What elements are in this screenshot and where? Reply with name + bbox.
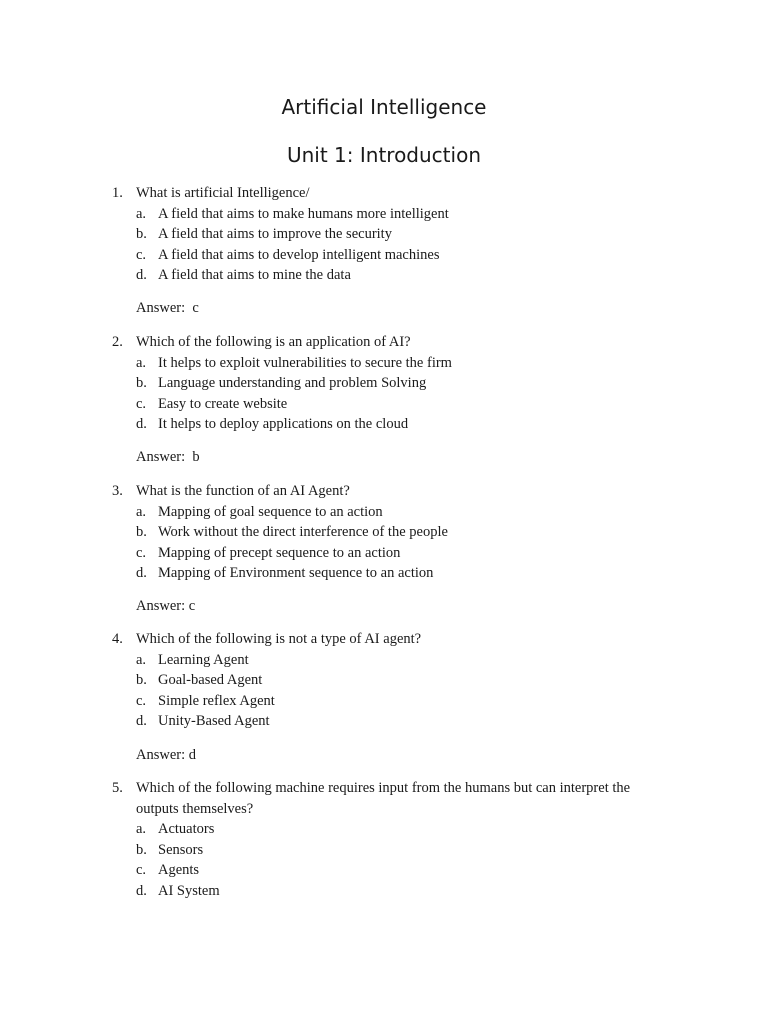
option-text: It helps to exploit vulnerabilities to secure the firm xyxy=(158,354,452,371)
question-number: 4. xyxy=(112,631,123,647)
question-number: 2. xyxy=(112,334,123,350)
question-3 xyxy=(0,481,768,584)
option-letter: d. xyxy=(136,267,147,284)
option-letter: c. xyxy=(136,246,147,263)
option-letter: c. xyxy=(136,692,147,709)
option-text: A field that aims to make humans more intelligent xyxy=(158,205,449,222)
option-text: Language understanding and problem Solving xyxy=(158,375,427,392)
option-text: Easy to create website xyxy=(158,395,288,412)
answer-4: Answer: d xyxy=(136,747,197,763)
option-text: A field that aims to develop intelligent machines xyxy=(158,246,440,263)
option-letter: b. xyxy=(136,375,147,392)
option-text: Unity-Based Agent xyxy=(158,713,270,730)
option-text: Work without the direct interference of the people xyxy=(158,524,448,541)
option-c xyxy=(0,860,768,881)
answer-1: Answer: c xyxy=(136,300,199,316)
option-text: AI System xyxy=(158,882,220,899)
question-text: Which of the following is an application of AI? xyxy=(136,334,411,350)
option-a xyxy=(0,204,768,225)
option-b xyxy=(0,373,768,394)
option-letter: c. xyxy=(136,544,147,561)
option-d xyxy=(0,881,768,902)
question-text: Which of the following is not a type of AI agent? xyxy=(136,631,422,647)
option-text: Goal-based Agent xyxy=(158,672,263,689)
option-a xyxy=(0,819,768,840)
option-b xyxy=(0,522,768,543)
option-letter: c. xyxy=(136,395,147,412)
option-letter: b. xyxy=(136,672,147,689)
unit-title: Unit 1: Introduction xyxy=(286,143,481,167)
option-letter: d. xyxy=(136,416,147,433)
question-4 xyxy=(0,629,768,732)
option-b xyxy=(0,840,768,861)
option-b xyxy=(0,224,768,245)
question-5 xyxy=(0,778,768,902)
option-letter: d. xyxy=(136,565,147,582)
option-text: A field that aims to improve the security xyxy=(158,226,392,243)
question-text: Which of the following machine requires input from the humans but can interpret the outputs themselves? xyxy=(136,780,631,817)
option-text: A field that aims to mine the data xyxy=(158,267,351,284)
option-letter: c. xyxy=(136,862,147,879)
answer-3: Answer: c xyxy=(136,598,196,614)
option-text: Mapping of Environment sequence to an action xyxy=(158,565,434,582)
option-letter: b. xyxy=(136,524,147,541)
option-letter: d. xyxy=(136,882,147,899)
question-2 xyxy=(0,332,768,435)
question-number: 3. xyxy=(112,483,123,499)
option-c xyxy=(0,691,768,712)
option-a xyxy=(0,353,768,374)
option-letter: d. xyxy=(136,713,147,730)
option-letter: b. xyxy=(136,841,147,858)
option-letter: b. xyxy=(136,226,147,243)
option-letter: a. xyxy=(136,205,147,222)
answer-2: Answer: b xyxy=(136,449,200,465)
option-text: Simple reflex Agent xyxy=(158,692,275,709)
option-letter: a. xyxy=(136,651,147,668)
option-d xyxy=(0,563,768,584)
document-title: Artificial Intelligence xyxy=(281,95,487,119)
option-c xyxy=(0,245,768,266)
option-b xyxy=(0,670,768,691)
option-d xyxy=(0,711,768,732)
option-text: Actuators xyxy=(158,821,215,838)
option-c xyxy=(0,543,768,564)
option-letter: a. xyxy=(136,821,147,838)
question-number: 1. xyxy=(112,185,123,201)
option-d xyxy=(0,265,768,286)
option-text: Agents xyxy=(158,862,200,879)
option-text: Sensors xyxy=(158,841,204,858)
option-text: It helps to deploy applications on the cloud xyxy=(158,416,409,433)
question-text: What is artificial Intelligence/ xyxy=(136,185,310,201)
option-a xyxy=(0,650,768,671)
option-letter: a. xyxy=(136,354,147,371)
option-text: Learning Agent xyxy=(158,651,249,668)
option-letter: a. xyxy=(136,503,147,520)
option-text: Mapping of precept sequence to an action xyxy=(158,544,401,561)
question-number: 5. xyxy=(112,780,123,796)
option-d xyxy=(0,414,768,435)
option-a xyxy=(0,502,768,523)
option-c xyxy=(0,394,768,415)
question-text: What is the function of an AI Agent? xyxy=(136,483,350,499)
question-1 xyxy=(0,183,768,286)
option-text: Mapping of goal sequence to an action xyxy=(158,503,383,520)
